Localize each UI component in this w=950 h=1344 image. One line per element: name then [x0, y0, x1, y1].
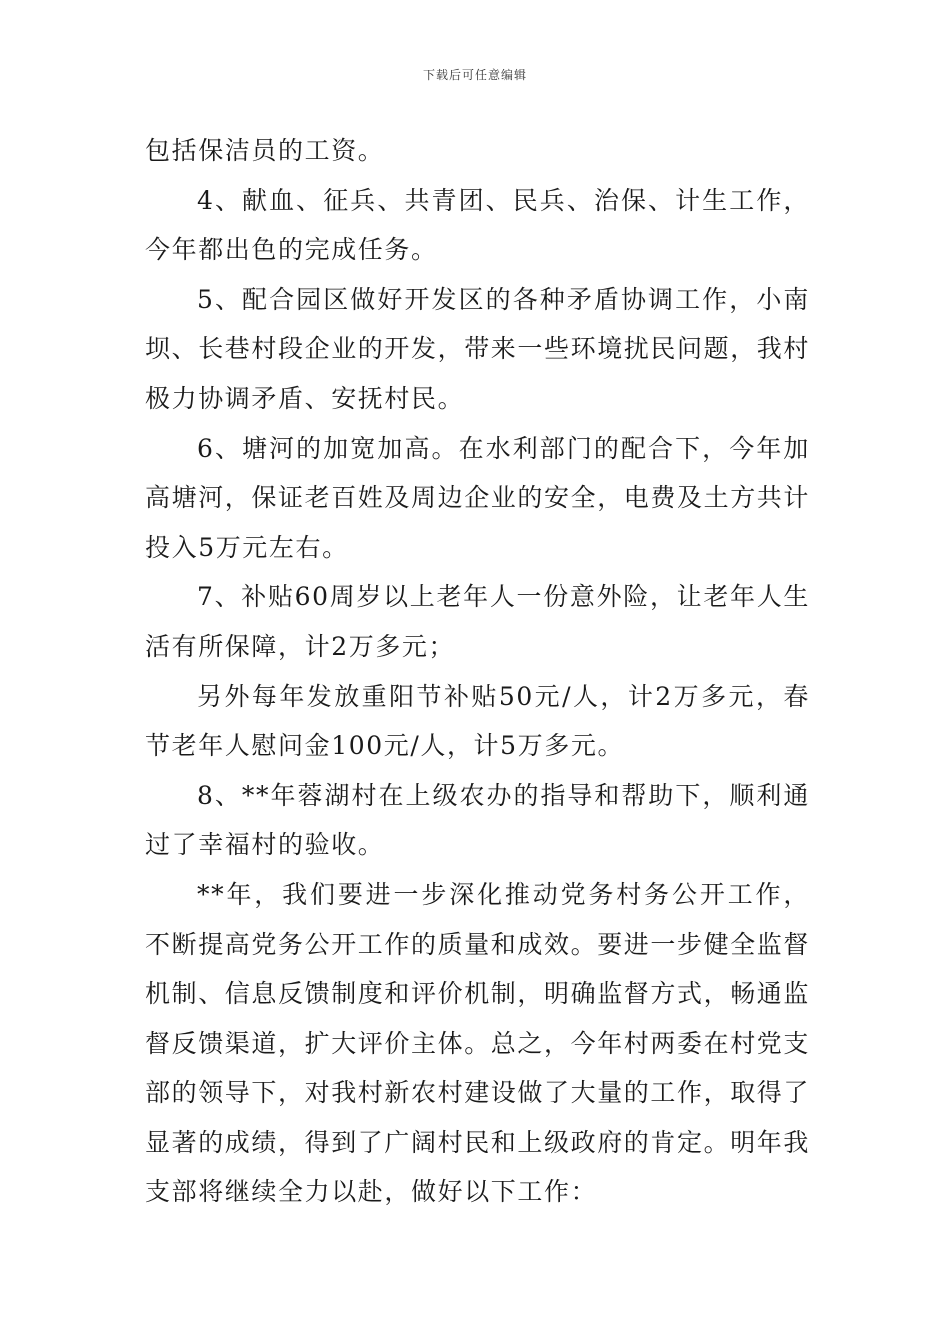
paragraph-item-7-extra: 另外每年发放重阳节补贴50元/人，计2万多元，春节老年人慰问金100元/人，计5万多元。 [145, 681, 810, 761]
paragraph-item-4: 4、献血、征兵、共青团、民兵、治保、计生工作，今年都出色的完成任务。 [145, 185, 810, 265]
paragraph-continuation: 包括保洁员的工资。 [145, 136, 385, 165]
paragraph-item-6: 6、塘河的加宽加高。在水利部门的配合下，今年加高塘河，保证老百姓及周边企业的安全，电费及土方共计投入5万元左右。 [145, 433, 811, 562]
header-note: 下载后可任意编辑 [422, 68, 527, 82]
document-body [145, 126, 810, 1217]
paragraph-summary: **年，我们要进一步深化推动党务村务公开工作，不断提高党务公开工作的质量和成效。要进一步健全监督机制、信息反馈制度和评价机制，明确监督方式，畅通监督反馈渠道，扩大评价主体。总之，今年村两委在村党支部的领导下，对我村新农村建设做了大量的工作，取得了显著的成绩，得到了广阔村民和上级政府的肯定。明年我支部将继续全力以赴，做好以下工作： [145, 879, 811, 1207]
paragraph-item-8: 8、**年蓉湖村在上级农办的指导和帮助下，顺利通过了幸福村的验收。 [145, 780, 810, 860]
paragraph-item-5: 5、配合园区做好开发区的各种矛盾协调工作，小南坝、长巷村段企业的开发，带来一些环境扰民问题，我村极力协调矛盾、安抚村民。 [145, 284, 811, 413]
paragraph-item-7: 7、补贴60周岁以上老年人一份意外险，让老年人生活有所保障，计2万多元； [145, 582, 810, 661]
